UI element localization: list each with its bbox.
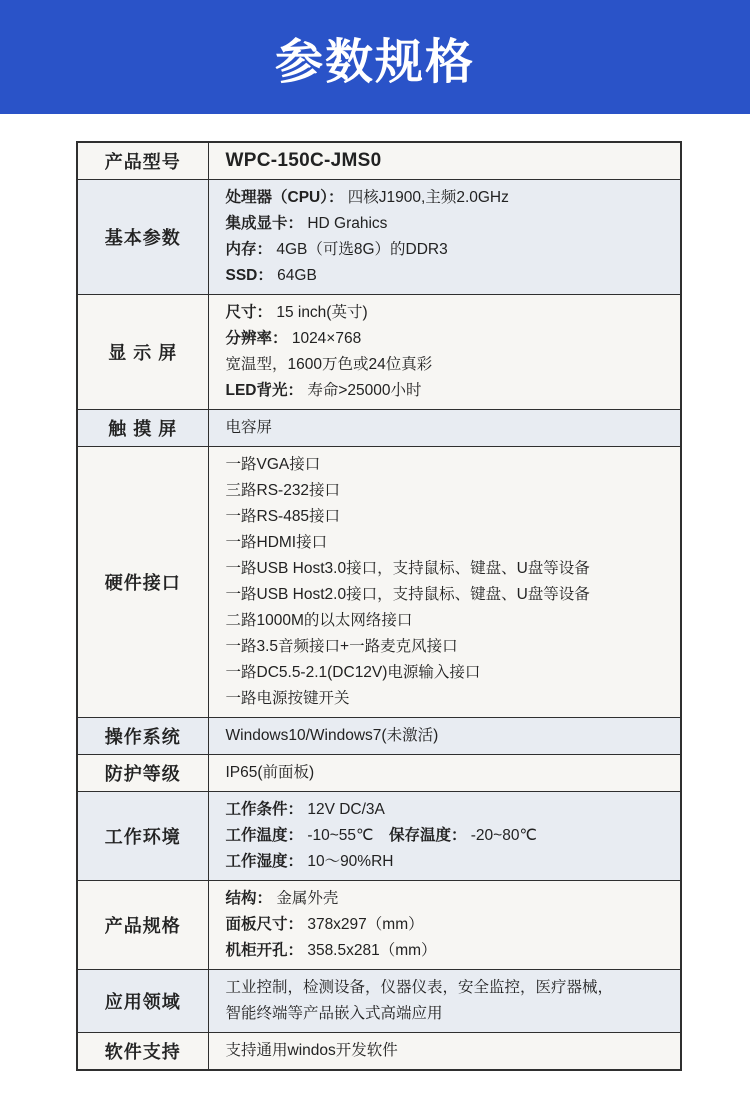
spec-value-line: 处理器（CPU）： 四核J1900,主频2.0GHz [225,189,509,206]
spec-value-line: 一路DC5.5-2.1(DC12V)电源输入接口 [225,664,481,681]
spec-label: 显 示 屏 [77,295,208,410]
page-title: 参数规格 [274,35,475,89]
spec-value [208,792,681,881]
spec-value [208,881,681,970]
spec-value-line: LED背光： 寿命>25000小时 [225,382,422,399]
spec-value-line: 一路USB Host3.0接口，支持鼠标、键盘、U盘等设备 [225,560,590,577]
spec-value [208,447,681,718]
spec-value [208,295,681,410]
spec-value-line: 电容屏 [225,419,273,436]
spec-value-line: 尺寸： 15 inch(英寸) [225,304,368,321]
spec-value-line: 一路VGA接口 [225,456,321,473]
spec-label: 防护等级 [77,755,208,792]
table-row [77,295,681,410]
spec-value-line: 工作条件： 12V DC/3A [225,801,385,818]
spec-table [76,141,682,1071]
table-row [77,755,681,792]
spec-value-line: 宽温型，1600万色或24位真彩 [225,356,433,373]
spec-value-line: 分辨率： 1024×768 [225,330,362,347]
spec-label: 应用领域 [77,970,208,1033]
spec-value-line: 智能终端等产品嵌入式高端应用 [225,1005,443,1022]
spec-value-line: 结构： 金属外壳 [225,890,339,907]
spec-value-line: IP65(前面板) [225,764,315,781]
spec-label: 硬件接口 [77,447,208,718]
spec-value-line: 机柜开孔： 358.5x281（mm） [225,942,437,959]
spec-value-line: 一路3.5音频接口+一路麦克风接口 [225,638,458,655]
spec-value [208,142,681,180]
table-row [77,792,681,881]
spec-value [208,410,681,447]
spec-value [208,1033,681,1071]
spec-label: 基本参数 [77,180,208,295]
spec-value-line: 工作温度： -10~55℃ 保存温度： -20~80℃ [225,827,537,844]
spec-label: 工作环境 [77,792,208,881]
spec-label: 操作系统 [77,718,208,755]
spec-value-line: WPC-150C-JMS0 [225,150,382,171]
spec-value-line: 一路USB Host2.0接口，支持鼠标、键盘、U盘等设备 [225,586,590,603]
spec-label: 产品型号 [77,142,208,180]
table-row [77,410,681,447]
table-row [77,447,681,718]
table-row [77,180,681,295]
spec-label: 产品规格 [77,881,208,970]
spec-value-line: Windows10/Windows7(未激活) [225,727,439,744]
table-row [77,718,681,755]
spec-label: 软件支持 [77,1033,208,1071]
spec-value-line: 一路HDMI接口 [225,534,328,551]
spec-value-line: 一路电源按键开关 [225,690,350,707]
spec-value [208,718,681,755]
table-row [77,881,681,970]
header-banner [0,0,750,114]
table-row [77,142,681,180]
table-row [77,970,681,1033]
spec-value-line: SSD： 64GB [225,267,317,284]
spec-value [208,970,681,1033]
spec-value-line: 内存： 4GB（可选8G）的DDR3 [225,241,448,258]
spec-value-line: 二路1000M的以太网络接口 [225,612,413,629]
spec-value [208,755,681,792]
spec-value-line: 面板尺寸： 378x297（mm） [225,916,424,933]
spec-label: 触 摸 屏 [77,410,208,447]
spec-value-line: 工业控制，检测设备，仪器仪表，安全监控，医疗器械， [225,979,614,996]
spec-table-container [76,141,682,1071]
spec-value [208,180,681,295]
spec-table-body [77,142,681,1070]
spec-value-line: 支持通用windos开发软件 [225,1042,398,1059]
spec-value-line: 集成显卡： HD Grahics [225,215,388,232]
table-row [77,1033,681,1071]
spec-value-line: 工作湿度： 10～90%RH [225,853,394,870]
spec-value-line: 三路RS-232接口 [225,482,341,499]
spec-value-line: 一路RS-485接口 [225,508,341,525]
